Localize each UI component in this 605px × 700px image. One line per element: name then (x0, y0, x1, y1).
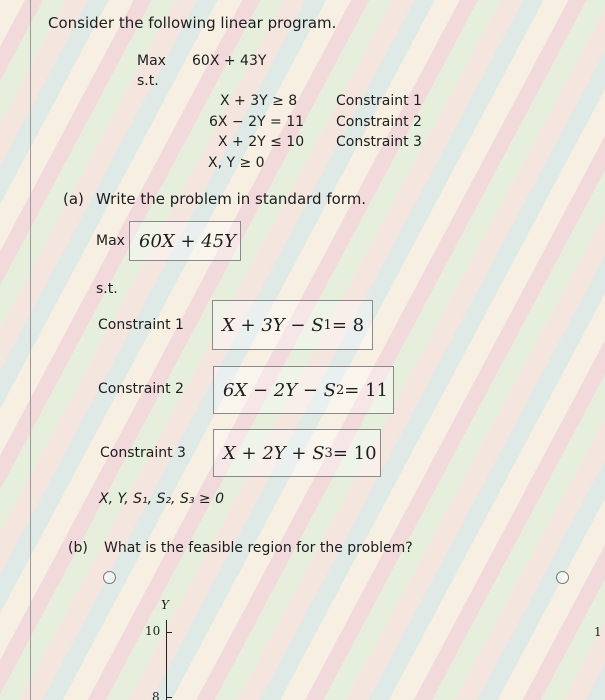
constraint-1-answer-field[interactable] (212, 300, 373, 350)
second-graph-tick-label: 1 (594, 625, 602, 639)
graph-y-axis-label: Y (161, 598, 169, 612)
constraint-3-answer-sub: 3 (324, 445, 333, 461)
constraint-2-answer-sub: 2 (335, 382, 345, 398)
constraint-3-answer-field[interactable] (213, 429, 381, 477)
max-label: Max (137, 53, 166, 69)
constraint-3-expr: X + 2Y ≤ 10 (218, 134, 305, 150)
st-label: s.t. (137, 73, 159, 89)
constraint-1-answer-rhs: = 8 (331, 314, 365, 336)
part-a-label: (a) (63, 190, 84, 208)
constraint-3-name: Constraint 3 (336, 134, 422, 150)
constraint-2-answer-field[interactable] (213, 366, 394, 414)
std-constraint-2-label: Constraint 2 (98, 381, 184, 397)
std-constraint-1-label: Constraint 1 (98, 317, 184, 333)
constraint-1-name: Constraint 1 (336, 93, 422, 109)
part-a-prompt: Write the problem in standard form. (96, 190, 367, 208)
graph-tick-8: 8 (152, 690, 160, 700)
constraint-1-answer-lhs: X + 3Y − S (222, 314, 324, 336)
constraint-3-answer-rhs: = 10 (332, 442, 377, 464)
std-nonneg-constraint: X, Y, S₁, S₂, S₃ ≥ 0 (99, 491, 224, 507)
part-b-prompt: What is the feasible region for the problem? (104, 540, 413, 556)
constraint-2-answer-lhs: 6X − 2Y − S (223, 379, 336, 401)
std-constraint-3-label: Constraint 3 (100, 445, 186, 461)
option-b-radio[interactable] (556, 571, 569, 584)
constraint-2-expr: 6X − 2Y = 11 (209, 114, 305, 130)
constraint-1-answer-sub: 1 (323, 317, 332, 333)
constraint-1-expr: X + 3Y ≥ 8 (220, 93, 298, 109)
std-st-label: s.t. (96, 281, 118, 297)
intro-text: Consider the following linear program. (48, 14, 337, 32)
constraint-2-answer-rhs: = 11 (344, 379, 388, 401)
std-max-label: Max (96, 233, 125, 249)
objective-answer-text: 60X + 45Y (139, 230, 237, 252)
constraint-3-answer-lhs: X + 2Y + S (223, 442, 325, 464)
graph-tick-10: 10 (145, 624, 161, 638)
option-a-radio[interactable] (103, 571, 116, 584)
part-b-label: (b) (68, 540, 88, 556)
objective-answer-field[interactable] (129, 221, 241, 261)
constraint-2-name: Constraint 2 (336, 114, 422, 130)
graph-tick-mark-8 (166, 697, 172, 698)
question-panel (30, 0, 605, 700)
objective-function: 60X + 43Y (192, 53, 267, 69)
graph-tick-mark-10 (166, 632, 172, 633)
nonneg-constraint: X, Y ≥ 0 (208, 155, 265, 171)
